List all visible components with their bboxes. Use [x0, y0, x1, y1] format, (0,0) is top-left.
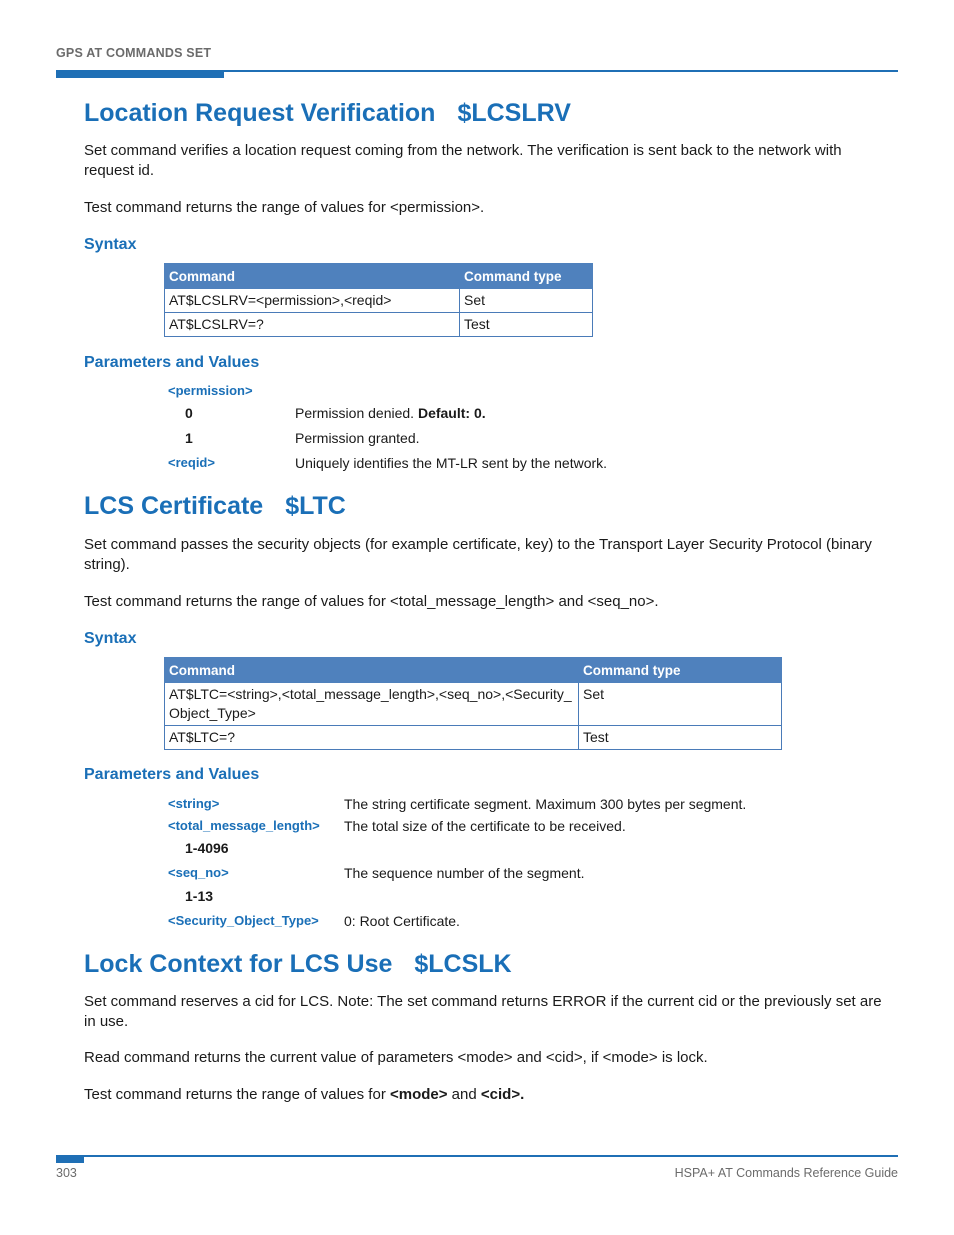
table-header-command-type: Command type: [460, 264, 593, 289]
param-security-object-type-desc: 0: Root Certificate.: [344, 913, 460, 929]
lcslrv-parameters-heading: Parameters and Values: [84, 354, 260, 371]
table-cell-type: Test: [579, 726, 782, 750]
param-reqid: <reqid>: [168, 455, 215, 470]
default-value-label: Default: 0.: [417, 405, 486, 421]
table-cell-command: AT$LTC=?: [165, 726, 579, 750]
lcslrv-syntax-heading: Syntax: [84, 236, 137, 253]
section-title-lcslk: Lock Context for LCS Use $LCSLK: [84, 950, 512, 978]
ltc-syntax-heading: Syntax: [84, 630, 137, 647]
param-seq-no: <seq_no>: [168, 865, 229, 880]
param-permission-value-1: 1: [185, 430, 193, 446]
section-title-ltc: LCS Certificate $LTC: [84, 492, 346, 520]
param-total-message-length: <total_message_length>: [168, 818, 320, 833]
footer-rule-accent: [56, 1155, 84, 1163]
param-string-desc: The string certificate segment. Maximum 300 bytes per segment.: [344, 796, 747, 812]
table-cell-type: Set: [579, 683, 782, 726]
table-header-command-type: Command type: [579, 658, 782, 683]
table-cell-command: AT$LCSLRV=<permission>,<reqid>: [165, 289, 460, 313]
param-total-message-length-desc: The total size of the certificate to be received.: [344, 818, 626, 834]
table-cell-type: Set: [460, 289, 593, 313]
section-title-lcslrv: Location Request Verification $LCSLRV: [84, 99, 571, 127]
param-permission-value-0-desc: Permission denied. Default: 0.: [295, 405, 486, 421]
ltc-parameters-heading: Parameters and Values: [84, 766, 260, 783]
table-header-command: Command: [165, 264, 460, 289]
table-row: [165, 289, 593, 313]
table-row: [165, 683, 782, 726]
ltc-set-description: Set command passes the security objects (for example certificate, key) to the Transport Layer Security Protocol (binary string).: [84, 536, 872, 573]
table-header-row: [165, 264, 593, 289]
ltc-test-description: Test command returns the range of values for <total_message_length> and <seq_no>.: [84, 593, 659, 610]
param-permission: <permission>: [168, 383, 253, 398]
param-total-message-length-range: 1-4096: [185, 840, 229, 856]
param-permission-value-1-desc: Permission granted.: [295, 430, 420, 446]
ltc-syntax-table: [164, 657, 782, 750]
page-number: 303: [56, 1166, 77, 1180]
table-header-command: Command: [165, 658, 579, 683]
param-security-object-type: <Security_Object_Type>: [168, 913, 319, 928]
param-string: <string>: [168, 796, 220, 811]
running-header: GPS AT COMMANDS SET: [56, 46, 212, 60]
header-rule-accent: [56, 70, 224, 78]
lcslk-test-description: Test command returns the range of values for <mode> and <cid>.: [84, 1086, 525, 1103]
table-cell-type: Test: [460, 313, 593, 337]
param-seq-no-range: 1-13: [185, 888, 214, 904]
table-cell-command: AT$LTC=<string>,<total_message_length>,<seq_no>,<Security_ Object_Type>: [165, 683, 579, 726]
lcslrv-syntax-table: [164, 263, 593, 337]
table-cell-command: AT$LCSLRV=?: [165, 313, 460, 337]
table-row: [165, 726, 782, 750]
lcslrv-test-description: Test command returns the range of values for <permission>.: [84, 199, 485, 216]
table-row: [165, 313, 593, 337]
param-permission-value-0: 0: [185, 405, 193, 421]
lcslk-set-description: Set command reserves a cid for LCS. Note: The set command returns ERROR if the current cid or the previously set are in use.: [84, 993, 882, 1030]
table-header-row: [165, 658, 782, 683]
footer-doc-title: HSPA+ AT Commands Reference Guide: [674, 1166, 898, 1180]
lcslrv-set-description: Set command verifies a location request coming from the network. The verification is sent back to the network with request id.: [84, 142, 842, 179]
param-seq-no-desc: The sequence number of the segment.: [344, 865, 585, 881]
lcslk-read-description: Read command returns the current value of parameters <mode> and <cid>, if <mode> is lock.: [84, 1049, 708, 1066]
param-reqid-desc: Uniquely identifies the MT-LR sent by the network.: [295, 455, 608, 471]
footer-rule: [56, 1155, 898, 1157]
